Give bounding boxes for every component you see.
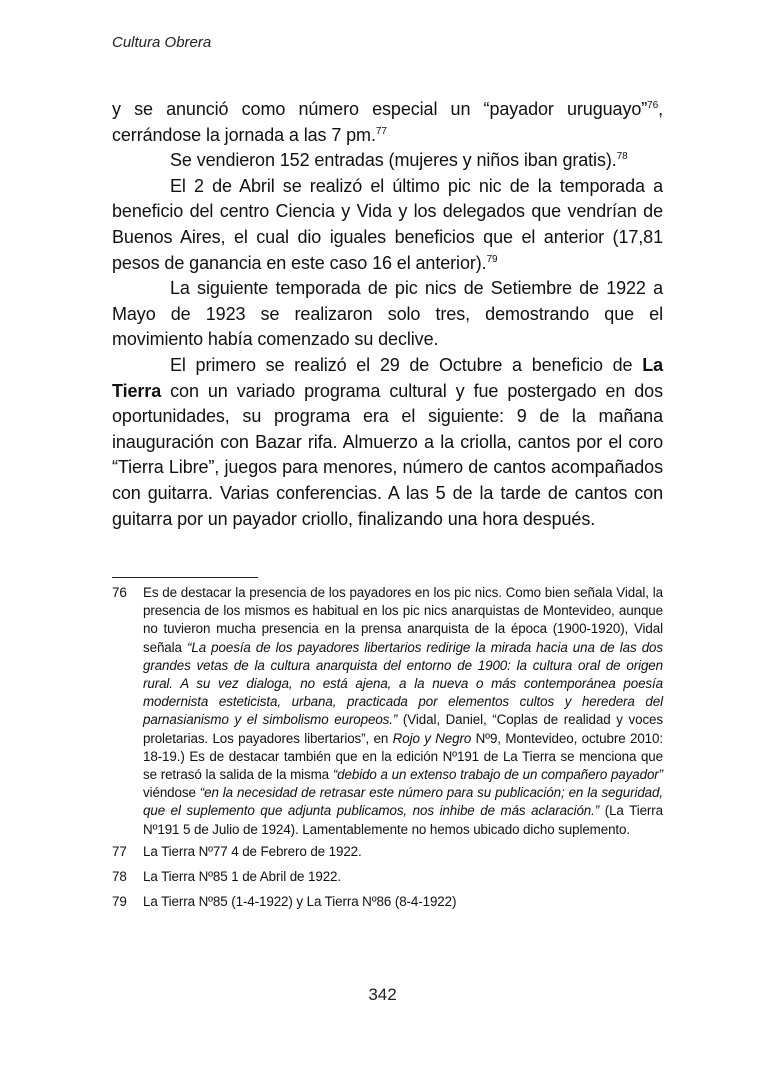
footnote-76-text-5: (La Tierra Nº191 5 de Julio de 1924). Lamentablemente no hemos ubicado dicho suplemento.: [143, 803, 663, 837]
footnote-77: [112, 843, 663, 861]
footnote-ref-76[interactable]: 76: [647, 100, 659, 111]
footnote-76-text-2: (Vidal, Daniel, “Coplas de realidad y voces proletarias. Los payadores libertarios”, en: [143, 712, 663, 746]
paragraph-3-text: El 2 de Abril se realizó el último pic nic de la temporada a beneficio del centro Ciencia y Vida y los delegados que vendrían de Buenos Aires, el cual dio iguales beneficios que el anterior (17,81 pesos de ganancia en este caso 16 el anterior).: [112, 175, 663, 273]
paragraph-5-text-a: El primero se realizó el 29 de Octubre a beneficio de: [170, 354, 643, 375]
paragraph-3: [112, 174, 663, 276]
footnote-number: 79: [112, 894, 127, 910]
paragraph-1: [112, 97, 663, 148]
footnote-76-quote-3: “en la necesidad de retrasar este número para su publicación; en la seguridad, que el suplemento que adjunta publicamos, nos inhibe de más aclaración.”: [143, 785, 663, 819]
footnote-number: 77: [112, 843, 127, 859]
footnotes: [112, 584, 663, 918]
paragraph-2-text: Se vendieron 152 entradas (mujeres y niños iban gratis).: [170, 150, 617, 171]
paragraph-5-text-b: con un variado programa cultural y fue postergado en dos oportunidades, su programa era el siguiente: 9 de la mañana inauguración con Bazar rifa. Almuerzo a la criolla, cantos por el coro “Tierra Libre”, juegos para menores, número de cantos acompañados con guitarra. Varias conferencias. A las 5 de la tarde de cantos con guitarra por un payador criollo, finalizando una hora después.: [112, 380, 663, 529]
footnote-ref-79[interactable]: 79: [486, 253, 498, 265]
paragraph-2: [112, 148, 663, 174]
footnote-text: [143, 584, 663, 839]
footnote-76-quote-1: “La poesía de los payadores libertarios redirige la mirada hacia una de las dos grandes vetas de la cultura anarquista del entorno de 1900: la cultura oral de origen rural. A su vez dialoga, no está ajena, a la nueva o más contemporánea poesía modernista esteticista, urbana, practicada por elementos cultos y heredera del parnasianismo y el simbolismo europeos.”: [143, 639, 663, 728]
footnote-number: 78: [112, 869, 127, 885]
footnote-number: 76: [112, 585, 127, 600]
footnote-79: [112, 893, 663, 911]
footnote-76-quote-2: “debido a un extenso trabajo de un compañero payador”: [332, 767, 664, 783]
footnote-ref-78[interactable]: 78: [616, 151, 628, 163]
paragraph-4: La siguiente temporada de pic nics de Setiembre de 1922 a Mayo de 1923 se realizaron solo tres, demostrando que el movimiento había comenzado su declive.: [112, 278, 663, 350]
periodical-name: La Tierra: [112, 354, 663, 401]
paragraph-5: [112, 353, 663, 532]
footnote-text: La Tierra Nº85 (1-4-1922) y La Tierra Nº86 (8-4-1922): [143, 894, 457, 910]
footnote-divider: [112, 577, 258, 578]
main-text: [112, 97, 663, 532]
running-header: Cultura Obrera: [112, 34, 212, 51]
footnote-76-text-3: Nº9, Montevideo, octubre 2010: 18-19.) Es de destacar también que en la edición Nº191 de La Tierra se menciona que se retrasó la salida de la misma: [143, 730, 663, 783]
footnote-76-text-1: Es de destacar la presencia de los payadores en los pic nics. Como bien señala Vidal, la presencia de los mismos es habitual en los pic nics anarquistas de Montevideo, aunque no tuvieron mucha presencia en la prensa anarquista de la época (1900-1920), Vidal señala: [143, 585, 663, 655]
page-number: 342: [368, 985, 397, 1004]
footnote-ref-77[interactable]: 77: [375, 125, 387, 137]
footnote-78: [112, 868, 663, 886]
footnote-76: [112, 584, 663, 839]
footnote-text: La Tierra Nº77 4 de Febrero de 1922.: [143, 843, 362, 859]
paragraph-1-text-a: y se anunció como número especial un “payador uruguayo”: [112, 99, 648, 119]
paragraph-1-text-b: , cerrándose la jornada a las 7 pm.: [112, 99, 663, 145]
footnote-text: La Tierra Nº85 1 de Abril de 1922.: [143, 869, 342, 885]
footnote-76-text-4: viéndose: [143, 785, 200, 801]
footnote-76-title: Rojo y Negro: [392, 730, 472, 746]
